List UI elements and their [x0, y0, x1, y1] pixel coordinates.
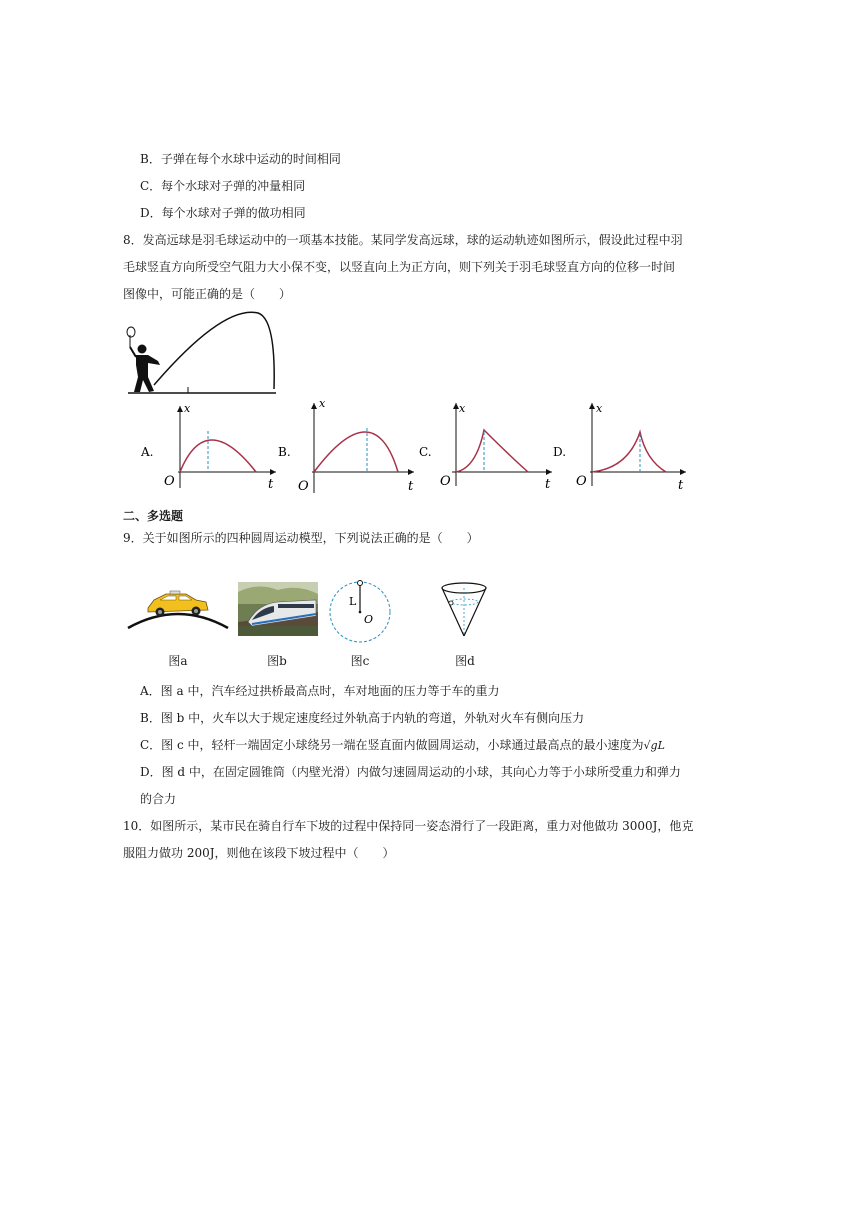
graph-d-t-axis-label: t — [678, 478, 684, 493]
q9-option-d-line1: D．图 d 中，在固定圆锥筒（内壁光滑）内做匀速圆周运动的小球，其向心力等于小球所受重力和弹力 — [140, 765, 681, 779]
graph-b-origin-label: O — [298, 479, 309, 494]
badminton-trajectory-figure — [118, 305, 288, 397]
graph-d-origin-label: O — [576, 474, 587, 489]
graph-b-label: B. — [278, 445, 291, 459]
fig-c-o-label: O — [364, 613, 374, 626]
caption-fig-c: 图c — [350, 654, 370, 668]
graph-d-x-axis-label: x — [596, 402, 603, 415]
q9-stem: 9．关于如图所示的四种圆周运动模型，下列说法正确的是（ ） — [123, 531, 479, 545]
graph-c-curve — [456, 430, 528, 472]
graph-b-x-axis-label: x — [319, 398, 326, 410]
graph-a-t-axis-label: t — [268, 477, 274, 492]
q10-stem-line2: 服阻力做功 200J，则他在该段下坡过程中（ ） — [123, 846, 395, 860]
q9-option-a: A．图 a 中，汽车经过拱桥最高点时，车对地面的压力等于车的重力 — [140, 684, 500, 698]
graph-c-x-axis-label: x — [459, 402, 466, 415]
q9-option-c — [140, 737, 665, 754]
q9-option-c-formula: √gL — [643, 739, 665, 752]
fig-c-vertical-circle — [326, 580, 394, 644]
q8-stem-line3: 图像中，可能正确的是（ ） — [123, 287, 292, 301]
fig-b-train-photo — [238, 582, 318, 636]
xt-graphs — [138, 398, 698, 498]
q8-stem-line2: 毛球竖直方向所受空气阻力大小保不变，以竖直向上为正方向，则下列关于羽毛球竖直方向的位移一时间 — [123, 260, 676, 274]
graph-b-t-axis-label: t — [408, 479, 414, 494]
q7-option-c: C．每个水球对子弹的冲量相同 — [140, 179, 306, 193]
q10-stem-line1: 10．如图所示，某市民在骑自行车下坡的过程中保持同一姿态滑行了一段距离，重力对他做功 3000J，他克 — [123, 819, 694, 833]
q9-option-b: B．图 b 中，火车以大于规定速度经过外轨高于内轨的弯道，外轨对火车有侧向压力 — [140, 711, 585, 725]
graph-a-x-axis-label: x — [184, 402, 191, 415]
graph-c-label: C. — [419, 445, 432, 459]
q9-option-c-text: C．图 c 中，轻杆一端固定小球绕另一端在竖直面内做圆周运动，小球通过最高点的最小速度为 — [140, 738, 644, 752]
ball — [358, 581, 363, 586]
fig-d-cone — [438, 580, 490, 640]
q7-option-b: B．子弹在每个水球中运动的时间相同 — [140, 152, 341, 166]
graph-a-curve — [180, 440, 256, 472]
q9-option-d-line2: 的合力 — [140, 792, 177, 806]
fig-a-car-on-bridge — [126, 582, 232, 634]
graph-d — [553, 402, 686, 493]
graph-c-origin-label: O — [440, 474, 451, 489]
section-heading: 二、多选题 — [123, 509, 184, 523]
graph-a-label: A. — [141, 445, 154, 459]
graph-a-origin-label: O — [164, 474, 175, 489]
caption-fig-a: 图a — [168, 654, 188, 668]
graph-b — [278, 398, 414, 494]
graph-c — [419, 402, 552, 492]
player-silhouette-icon — [127, 327, 160, 392]
graph-d-curve — [592, 432, 666, 472]
q8-stem-line1: 8．发高远球是羽毛球运动中的一项基本技能。某同学发高远球，球的运动轨迹如图所示，假设此过程中羽 — [123, 233, 683, 247]
car-icon — [148, 591, 208, 617]
q7-option-d: D．每个水球对子弹的做功相同 — [140, 206, 306, 220]
caption-fig-b: 图b — [267, 654, 287, 668]
trajectory-curve — [154, 312, 274, 389]
graph-d-label: D. — [553, 445, 567, 459]
graph-a — [140, 402, 276, 492]
arch-bridge — [128, 614, 228, 628]
graph-b-curve — [314, 432, 398, 472]
fig-c-l-label: L — [349, 595, 357, 608]
graph-c-t-axis-label: t — [545, 477, 551, 492]
ball — [449, 601, 453, 605]
caption-fig-d: 图d — [455, 654, 475, 668]
